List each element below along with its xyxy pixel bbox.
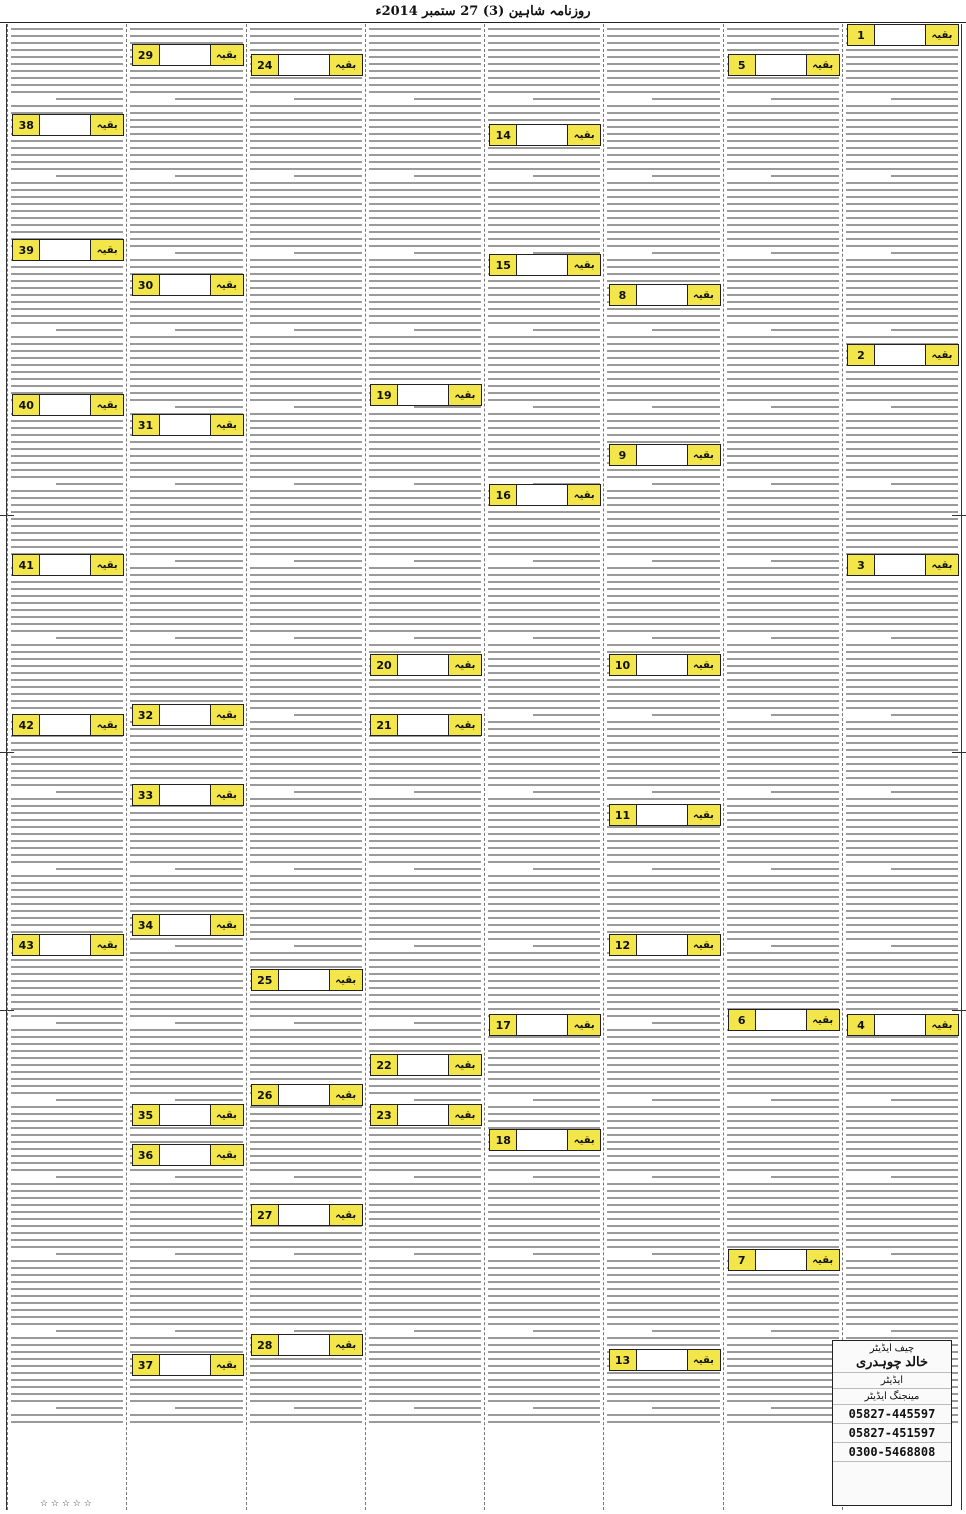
continuation-badge [489,124,601,146]
article-column [246,24,365,1510]
column-text [607,28,719,1428]
badge-number: 15 [490,255,517,275]
chief-editor-label: چیف ایڈیٹر [869,1343,915,1354]
badge-label: بقیہ [210,1145,243,1165]
badge-number: 27 [252,1205,279,1225]
continuation-badge [370,714,482,736]
badge-label: بقیہ [90,115,123,135]
continuation-badge [609,654,721,676]
badge-number: 10 [610,655,637,675]
badge-label: بقیہ [329,55,362,75]
badge-number: 35 [133,1105,160,1125]
badge-number: 18 [490,1130,517,1150]
badge-label: بقیہ [567,125,600,145]
column-text [130,28,242,1428]
badge-number: 41 [13,555,40,575]
badge-label: بقیہ [210,705,243,725]
article-column [365,24,484,1510]
continuation-badge [728,1249,840,1271]
badge-label: بقیہ [210,915,243,935]
page-title: روزنامہ شاہین (3) 27 ستمبر 2014ء [375,3,591,19]
editor-label: ایڈیٹر [880,1375,904,1386]
badge-number: 39 [13,240,40,260]
badge-number: 22 [371,1055,398,1075]
badge-label: بقیہ [448,655,481,675]
continuation-badge [251,1204,363,1226]
phone-3: 0300-5468808 [833,1443,951,1462]
badge-label: بقیہ [210,785,243,805]
continuation-badge [728,1009,840,1031]
badge-label: بقیہ [567,1015,600,1035]
article-column [126,24,245,1510]
continuation-badge [370,1104,482,1126]
badge-label: بقیہ [448,715,481,735]
chief-editor-row [833,1341,951,1373]
continuation-badge [132,1354,244,1376]
continuation-badge [489,1129,601,1151]
badge-number: 5 [729,55,756,75]
badge-label: بقیہ [925,555,958,575]
column-text [727,28,839,1428]
badge-label: بقیہ [687,1350,720,1370]
badge-number: 4 [848,1015,875,1035]
continuation-badge [251,1334,363,1356]
continuation-badge [609,934,721,956]
badge-label: بقیہ [329,1205,362,1225]
badge-label: بقیہ [687,935,720,955]
article-column [723,24,842,1510]
badge-label: بقیہ [329,1335,362,1355]
badge-label: بقیہ [925,345,958,365]
badge-number: 23 [371,1105,398,1125]
badge-label: بقیہ [806,1250,839,1270]
badge-label: بقیہ [925,1015,958,1035]
continuation-badge [12,394,124,416]
badge-label: بقیہ [567,485,600,505]
badge-label: بقیہ [90,240,123,260]
badge-label: بقیہ [687,285,720,305]
continuation-badge [847,24,959,46]
badge-number: 43 [13,935,40,955]
badge-label: بقیہ [210,45,243,65]
badge-number: 37 [133,1355,160,1375]
badge-number: 3 [848,555,875,575]
badge-number: 8 [610,285,637,305]
newspaper-header [0,0,966,23]
column-text [488,28,600,1428]
badge-label: بقیہ [448,1055,481,1075]
article-grid [6,24,962,1510]
continuation-badge [12,239,124,261]
badge-number: 20 [371,655,398,675]
badge-number: 31 [133,415,160,435]
badge-number: 40 [13,395,40,415]
badge-number: 32 [133,705,160,725]
badge-label: بقیہ [567,1130,600,1150]
badge-label: بقیہ [210,415,243,435]
continuation-badge [847,554,959,576]
continuation-badge [251,1084,363,1106]
continuation-badge [489,254,601,276]
badge-number: 34 [133,915,160,935]
continuation-badge [132,784,244,806]
badge-label: بقیہ [806,1010,839,1030]
continuation-badge [251,969,363,991]
badge-label: بقیہ [687,655,720,675]
continuation-badge [12,714,124,736]
badge-label: بقیہ [448,385,481,405]
badge-number: 17 [490,1015,517,1035]
continuation-badge [370,384,482,406]
badge-label: بقیہ [210,1355,243,1375]
continuation-badge [847,1014,959,1036]
badge-label: بقیہ [90,715,123,735]
article-column [842,24,961,1510]
badge-number: 13 [610,1350,637,1370]
continuation-badge [609,1349,721,1371]
article-column [7,24,126,1510]
managing-editor-label: مینجنگ ایڈیٹر [864,1391,920,1402]
badge-number: 25 [252,970,279,990]
badge-number: 1 [848,25,875,45]
badge-number: 21 [371,715,398,735]
continuation-badge [132,414,244,436]
editor-row [833,1373,951,1389]
continuation-badge [132,44,244,66]
badge-number: 33 [133,785,160,805]
continuation-badge [12,114,124,136]
managing-editor-row [833,1389,951,1405]
continuation-badge [370,1054,482,1076]
badge-number: 24 [252,55,279,75]
article-column [603,24,722,1510]
continuation-badge [728,54,840,76]
badge-label: بقیہ [90,395,123,415]
continuation-badge [132,1104,244,1126]
badge-label: بقیہ [329,1085,362,1105]
badge-label: بقیہ [687,445,720,465]
article-column [484,24,603,1510]
badge-label: بقیہ [210,1105,243,1125]
continuation-badge [609,804,721,826]
badge-number: 6 [729,1010,756,1030]
continuation-badge [12,554,124,576]
continuation-badge [370,654,482,676]
masthead-box [832,1340,952,1506]
badge-number: 9 [610,445,637,465]
continuation-badge [609,284,721,306]
continuation-badge [489,1014,601,1036]
badge-label: بقیہ [90,555,123,575]
badge-number: 38 [13,115,40,135]
continuation-badge [251,54,363,76]
badge-number: 14 [490,125,517,145]
badge-number: 29 [133,45,160,65]
badge-label: بقیہ [925,25,958,45]
badge-number: 2 [848,345,875,365]
badge-number: 7 [729,1250,756,1270]
continuation-badge [132,274,244,296]
badge-number: 16 [490,485,517,505]
badge-number: 12 [610,935,637,955]
badge-label: بقیہ [210,275,243,295]
phone-2: 05827-451597 [833,1424,951,1443]
continuation-badge [847,344,959,366]
continuation-badge [12,934,124,956]
continuation-badge [609,444,721,466]
badge-label: بقیہ [90,935,123,955]
footer-stars: ☆ ☆ ☆ ☆ ☆ [40,1499,92,1509]
badge-number: 36 [133,1145,160,1165]
continuation-badge [489,484,601,506]
badge-label: بقیہ [448,1105,481,1125]
column-text [846,28,958,1428]
badge-label: بقیہ [567,255,600,275]
badge-number: 42 [13,715,40,735]
continuation-badge [132,1144,244,1166]
chief-editor-name: خالد چوہدری [855,1354,929,1369]
continuation-badge [132,704,244,726]
badge-number: 19 [371,385,398,405]
badge-label: بقیہ [806,55,839,75]
badge-number: 11 [610,805,637,825]
phone-1: 05827-445597 [833,1405,951,1424]
continuation-badge [132,914,244,936]
badge-number: 28 [252,1335,279,1355]
badge-label: بقیہ [329,970,362,990]
badge-number: 26 [252,1085,279,1105]
badge-label: بقیہ [687,805,720,825]
badge-number: 30 [133,275,160,295]
